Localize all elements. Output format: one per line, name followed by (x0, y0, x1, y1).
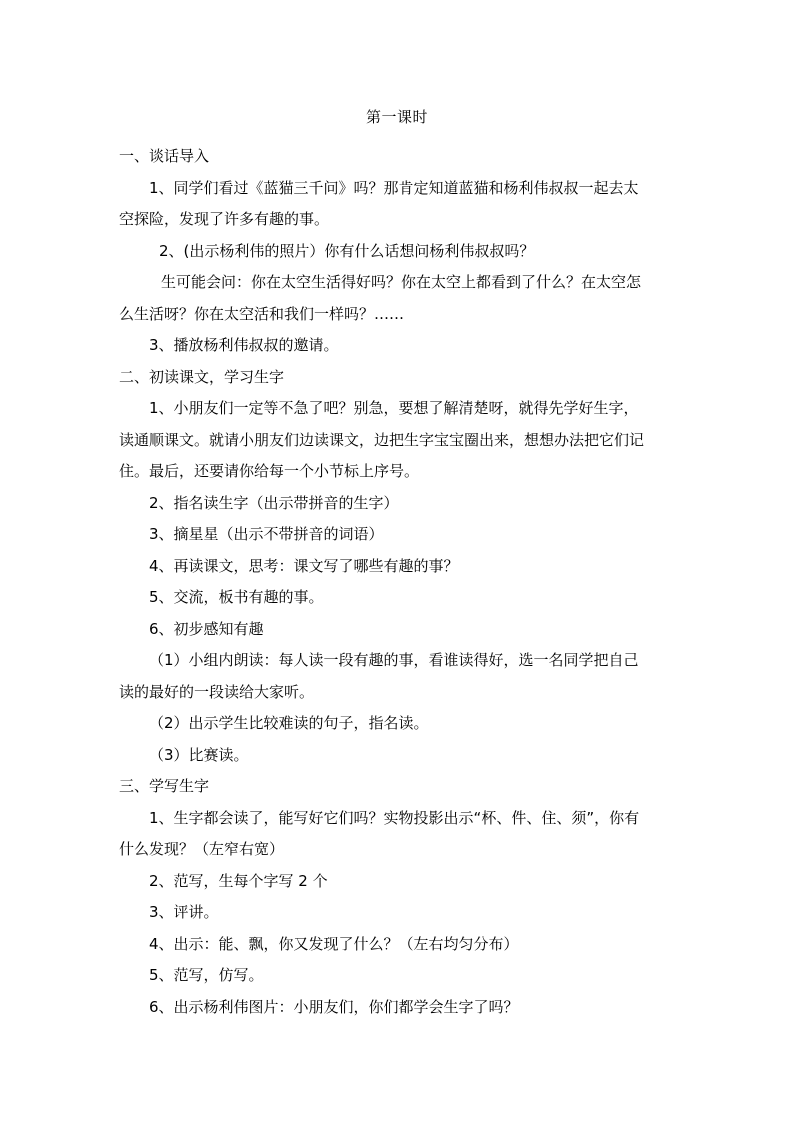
section-heading: 一、谈话导入 (119, 147, 210, 165)
paragraph-line: 1、生字都会读了，能写好它们吗？实物投影出示“杯、件、住、须”，你有 (149, 808, 640, 827)
paragraph-line: 2、(出示杨利伟的照片）你有什么话想问杨利伟叔叔吗？ (159, 241, 535, 260)
paragraph-line: 么生活呀？你在太空活和我们一样吗？…… (119, 304, 405, 323)
paragraph-line: 1、同学们看过《蓝猫三千问》吗？那肯定知道蓝猫和杨利伟叔叔一起去太 (149, 178, 639, 197)
paragraph-line: 6、出示杨利伟图片：小朋友们，你们都学会生字了吗？ (149, 997, 519, 1016)
paragraph-line: 什么发现？（左窄右宽） (119, 840, 285, 858)
paragraph-line: 读的最好的一段读给大家听。 (119, 682, 315, 701)
paragraph-line: 5、交流，板书有趣的事。 (149, 588, 324, 606)
section-heading: 二、初读课文，学习生字 (119, 367, 285, 386)
paragraph-line: 生可能会问：你在太空生活得好吗？你在太空上都看到了什么？在太空怎 (161, 273, 642, 291)
paragraph-line: 3、播放杨利伟叔叔的邀请。 (149, 336, 339, 354)
paragraph-line: （3）比赛读。 (149, 745, 249, 764)
paragraph-line: 5、范写，仿写。 (149, 966, 264, 984)
paragraph-line: 2、指名读生字（出示带拼音的生字） (149, 493, 399, 512)
paragraph-line: 空探险，发现了许多有趣的事。 (119, 210, 330, 228)
paragraph-line: （1）小组内朗读：每人读一段有趣的事，看谁读得好，选一名同学把自己 (149, 651, 639, 669)
paragraph-line: 2、范写，生每个字写 2 个 (149, 871, 328, 890)
page-title: 第一课时 (365, 108, 428, 126)
paragraph-line: 4、出示：能、飘，你又发现了什么？（左右均匀分布） (149, 934, 519, 953)
paragraph-line: 3、摘星星（出示不带拼音的词语） (149, 525, 384, 543)
paragraph-line: 读通顺课文。就请小朋友们边读课文，边把生字宝宝圈出来，想想办法把它们记 (119, 430, 645, 449)
paragraph-line: 住。最后，还要请你给每一个小节标上序号。 (119, 462, 420, 480)
paragraph-line: （2）出示学生比较难读的句子，指名读。 (149, 714, 429, 732)
paragraph-line: 3、评讲。 (149, 903, 219, 921)
section-heading: 三、学写生字 (119, 777, 210, 795)
document-body (119, 141, 675, 1023)
paragraph-line: 4、再读课文，思考：课文写了哪些有趣的事？ (149, 556, 459, 575)
paragraph-line: 6、初步感知有趣 (149, 619, 264, 638)
paragraph-line: 1、小朋友们一定等不急了吧？别急，要想了解清楚呀，就得先学好生字， (149, 399, 639, 417)
